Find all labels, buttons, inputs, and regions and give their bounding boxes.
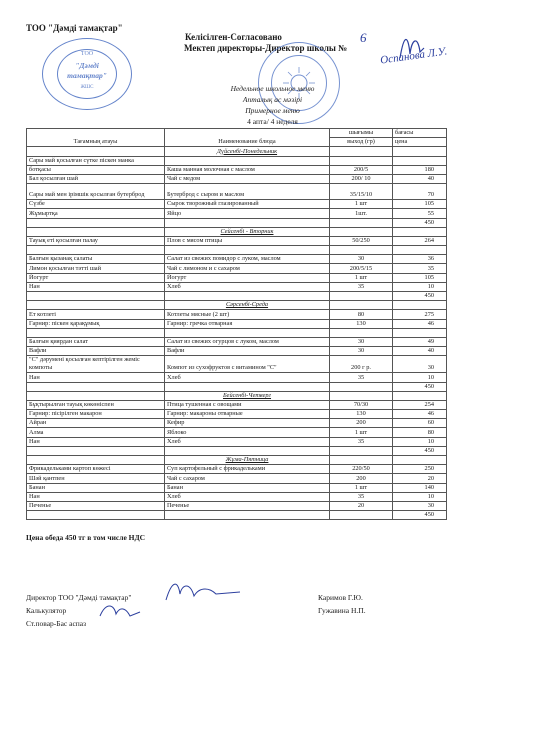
menu-table — [26, 128, 447, 520]
day-header-spacer — [330, 456, 393, 465]
dish-yield: 130 — [330, 410, 393, 419]
dish-name-ru: Хлеб — [165, 437, 330, 446]
dish-name-ru: Чай с лимоном и с сахаром — [165, 264, 330, 273]
dish-yield: 1шт. — [330, 209, 393, 218]
day-header-row — [27, 391, 447, 400]
day-label: Бейсенбі-Четверг — [165, 391, 330, 400]
day-label: Жұма-Пятница — [165, 456, 330, 465]
col-header-price-ru: цена — [393, 138, 447, 147]
dish-name-kz: Лимон қосылған тәтті шай — [27, 264, 165, 273]
day-header-spacer — [27, 301, 165, 310]
dish-price: 36 — [393, 255, 447, 264]
dish-price: 60 — [393, 419, 447, 428]
day-header-spacer — [330, 227, 393, 236]
dish-name-kz: Сары май мен ірімшік қосылған бутерброд — [27, 184, 165, 200]
dish-name-kz: Алма — [27, 428, 165, 437]
dish-name-kz: Ет котлеті — [27, 310, 165, 319]
director-signature-name: Оспанова Л.У. — [379, 45, 448, 67]
day-header-spacer — [393, 391, 447, 400]
dish-name-kz: Жұмыртқа — [27, 209, 165, 218]
dish-price: 10 — [393, 373, 447, 382]
dish-name-ru: Хлеб — [165, 373, 330, 382]
calculator-signature-icon — [96, 600, 146, 624]
stamp-text-line3: тамақтар" — [67, 71, 107, 80]
day-header-row — [27, 301, 447, 310]
calculator-name: Гужавина Н.П. — [318, 606, 366, 615]
dish-price: 55 — [393, 209, 447, 218]
dish-name-kz: Гарнир: пісірілген макарон — [27, 410, 165, 419]
dish-name-ru: Суп картофельный с фрикадельками — [165, 465, 330, 474]
dish-name-ru: Салат из свежих помидор с луком, маслом — [165, 255, 330, 264]
dish-yield: 80 — [330, 310, 393, 319]
school-director-label: Мектеп директоры-Директор школы № — [184, 43, 348, 53]
dish-name-kz: Балғын қызанақ салаты — [27, 255, 165, 264]
dish-price: 105 — [393, 200, 447, 209]
table-row — [27, 483, 447, 492]
day-label: Дүйсенбі-Понедельник — [165, 147, 330, 156]
table-row — [27, 236, 447, 245]
dish-yield: 30 — [330, 337, 393, 346]
dish-name-kz: Нан — [27, 373, 165, 382]
dish-name-kz — [27, 328, 165, 337]
dish-name-ru: Яйцо — [165, 209, 330, 218]
dish-name-kz: Айран — [27, 419, 165, 428]
dish-name-ru: Йогурт — [165, 273, 330, 282]
dish-price: 254 — [393, 400, 447, 409]
dish-yield — [330, 328, 393, 337]
dish-name-kz: Печенье — [27, 501, 165, 510]
dish-yield: 200 — [330, 474, 393, 483]
table-row — [27, 255, 447, 264]
dish-price: 450 — [393, 218, 447, 227]
dish-price — [393, 328, 447, 337]
dish-name-kz — [27, 292, 165, 301]
dish-name-ru: Сырок творожный глазированный — [165, 200, 330, 209]
dish-price: 80 — [393, 428, 447, 437]
table-row — [27, 292, 447, 301]
day-header-spacer — [393, 456, 447, 465]
calculator-label: Калькулятор — [26, 606, 67, 615]
dish-name-kz: Нан — [27, 282, 165, 291]
dish-price: 35 — [393, 264, 447, 273]
dish-name-kz: Сары май қосылған сүтке піскен манка — [27, 156, 165, 165]
dish-name-ru — [165, 511, 330, 520]
dish-name-ru: Салат из свежих огурцов с луком, маслом — [165, 337, 330, 346]
table-row — [27, 200, 447, 209]
table-row — [27, 511, 447, 520]
dish-price: 105 — [393, 273, 447, 282]
dish-name-ru: Компот из сухофруктов с витамином "С" — [165, 356, 330, 373]
dish-yield — [330, 218, 393, 227]
table-row — [27, 347, 447, 356]
dish-name-ru — [165, 218, 330, 227]
dish-name-ru: Гарнир: макароны отварные — [165, 410, 330, 419]
director-name: Каримов Г.Ю. — [318, 593, 363, 602]
dish-name-ru: Котлеты мясные (2 шт) — [165, 310, 330, 319]
day-header-spacer — [27, 147, 165, 156]
dish-name-kz: Тауық етi қосылған палау — [27, 236, 165, 245]
table-row — [27, 264, 447, 273]
dish-name-ru: Гарнир: гречка отварная — [165, 319, 330, 328]
table-row — [27, 184, 447, 200]
table-row — [27, 400, 447, 409]
dish-price: 20 — [393, 474, 447, 483]
table-row — [27, 156, 447, 165]
table-row — [27, 356, 447, 373]
col-header-yield-kz: шығымы — [330, 129, 393, 138]
dish-yield — [330, 246, 393, 255]
dish-yield: 35 — [330, 373, 393, 382]
day-header-spacer — [27, 227, 165, 236]
dish-price: 180 — [393, 165, 447, 174]
table-row — [27, 319, 447, 328]
dish-name-ru — [165, 328, 330, 337]
menu-subtitle: Примерное меню — [245, 106, 300, 115]
dish-yield: 1 шт — [330, 200, 393, 209]
dish-name-ru: Хлеб — [165, 492, 330, 501]
dish-price: 46 — [393, 319, 447, 328]
dish-yield — [330, 511, 393, 520]
dish-name-ru — [165, 292, 330, 301]
dish-yield — [330, 292, 393, 301]
table-row — [27, 218, 447, 227]
dish-price: 10 — [393, 437, 447, 446]
table-row — [27, 501, 447, 510]
stamp-text-line1: ТОО — [80, 51, 94, 57]
stamp-text-line2: "Дәмді — [75, 61, 99, 70]
day-header-spacer — [393, 301, 447, 310]
menu-title-kz: Апталық ас мәзірі — [242, 95, 303, 104]
dish-name-kz: Бал қосылған шай — [27, 174, 165, 183]
dish-name-ru: Птица тушенная с овощами — [165, 400, 330, 409]
day-header-row — [27, 456, 447, 465]
dish-name-ru: Плов с мясом птицы — [165, 236, 330, 245]
stamp-text-line4: ЖШС — [80, 85, 94, 90]
dish-price: 10 — [393, 492, 447, 501]
day-header-row — [27, 227, 447, 236]
dish-price: 40 — [393, 174, 447, 183]
table-row — [27, 419, 447, 428]
table-row — [27, 273, 447, 282]
table-row — [27, 446, 447, 455]
dish-name-ru — [165, 446, 330, 455]
dish-yield: 200 г р. — [330, 356, 393, 373]
dish-price: 30 — [393, 356, 447, 373]
dish-name-ru: Бутерброд с сыром и маслом — [165, 184, 330, 200]
dish-price: 70 — [393, 184, 447, 200]
dish-name-ru: Чай с медом — [165, 174, 330, 183]
table-row — [27, 373, 447, 382]
dish-name-ru: Банан — [165, 483, 330, 492]
table-row — [27, 165, 447, 174]
dish-price: 450 — [393, 292, 447, 301]
day-label: Сейсенбі - Вторник — [165, 227, 330, 236]
dish-yield: 220/50 — [330, 465, 393, 474]
dish-name-ru — [165, 382, 330, 391]
agreed-label: Келісілген-Согласовано — [185, 32, 282, 42]
day-header-spacer — [330, 147, 393, 156]
dish-name-kz: Банан — [27, 483, 165, 492]
dish-yield: 35/15/10 — [330, 184, 393, 200]
table-row — [27, 410, 447, 419]
dish-yield: 200/5 — [330, 165, 393, 174]
table-row — [27, 310, 447, 319]
dish-yield: 30 — [330, 255, 393, 264]
table-row — [27, 492, 447, 501]
dish-yield — [330, 382, 393, 391]
table-row — [27, 246, 447, 255]
dish-name-kz: Шәй қантпен — [27, 474, 165, 483]
dish-name-kz: Гарнир: піскен қарақұмық — [27, 319, 165, 328]
dish-yield — [330, 446, 393, 455]
table-header-row-1 — [27, 129, 447, 138]
dish-yield: 1 шт — [330, 428, 393, 437]
dish-price: 30 — [393, 501, 447, 510]
dish-name-kz: Сүзбе — [27, 200, 165, 209]
dish-name-kz: Нан — [27, 437, 165, 446]
table-row — [27, 328, 447, 337]
dish-price: 140 — [393, 483, 447, 492]
dish-name-kz — [27, 246, 165, 255]
dish-price: 450 — [393, 382, 447, 391]
dish-name-ru: Кефир — [165, 419, 330, 428]
table-row — [27, 465, 447, 474]
dish-name-ru — [165, 156, 330, 165]
school-number: 6 — [360, 30, 367, 45]
col-header-price-kz: бағасы — [393, 129, 447, 138]
dish-price: 450 — [393, 446, 447, 455]
dish-name-kz: Йогурт — [27, 273, 165, 282]
day-header-spacer — [330, 301, 393, 310]
dish-price: 40 — [393, 347, 447, 356]
table-row — [27, 428, 447, 437]
day-header-spacer — [27, 391, 165, 400]
table-row — [27, 474, 447, 483]
dish-name-ru: Вафли — [165, 347, 330, 356]
dish-yield: 70/30 — [330, 400, 393, 409]
menu-table-body — [27, 129, 447, 520]
dish-yield: 30 — [330, 347, 393, 356]
dish-name-ru: Печенье — [165, 501, 330, 510]
company-name: ТОО "Дәмді тамақтар" — [26, 23, 123, 33]
dish-price: 275 — [393, 310, 447, 319]
dish-name-ru: Хлеб — [165, 282, 330, 291]
dish-name-ru: Чай с сахаром — [165, 474, 330, 483]
table-row — [27, 337, 447, 346]
dish-price: 450 — [393, 511, 447, 520]
lunch-price-note: Цена обеда 450 тг в том числе НДС — [26, 533, 146, 542]
dish-name-ru: Каша манная молочная с маслом — [165, 165, 330, 174]
dish-name-kz: "С" дәрумені қосылған кептірілген жеміс компоты — [27, 356, 165, 373]
dish-yield: 50/250 — [330, 236, 393, 245]
dish-price: 46 — [393, 410, 447, 419]
dish-yield: 1 шт — [330, 273, 393, 282]
dish-name-kz — [27, 511, 165, 520]
dish-name-kz — [27, 382, 165, 391]
director-ttoo-signature-icon — [160, 578, 250, 606]
dish-price — [393, 156, 447, 165]
table-row — [27, 437, 447, 446]
dish-yield: 200 — [330, 419, 393, 428]
dish-price — [393, 246, 447, 255]
dish-yield: 35 — [330, 437, 393, 446]
dish-yield: 20 — [330, 501, 393, 510]
menu-week: 4 апта/ 4 неделя — [247, 117, 298, 126]
col-header-ru-name: Наименование блюда — [165, 129, 330, 147]
dish-name-kz: Фрикадельками картоп көжесі — [27, 465, 165, 474]
day-label: Сәрсенбі-Среда — [165, 301, 330, 310]
table-row — [27, 209, 447, 218]
day-header-row — [27, 147, 447, 156]
col-header-yield-ru: выход (гр) — [330, 138, 393, 147]
menu-title-ru: Недельное школьное меню — [230, 84, 315, 93]
dish-yield: 35 — [330, 282, 393, 291]
dish-name-kz: Нан — [27, 492, 165, 501]
dish-price: 10 — [393, 282, 447, 291]
col-header-kz-name: Тағамның атауы — [27, 129, 165, 147]
day-header-spacer — [330, 391, 393, 400]
dish-name-ru — [165, 246, 330, 255]
table-row — [27, 282, 447, 291]
dish-name-kz — [27, 218, 165, 227]
day-header-spacer — [27, 456, 165, 465]
dish-name-ru: Яблоко — [165, 428, 330, 437]
dish-yield: 200/ 10 — [330, 174, 393, 183]
day-header-spacer — [393, 227, 447, 236]
dish-price: 250 — [393, 465, 447, 474]
cook-label: Ст.повар-Бас аспаз — [26, 619, 87, 628]
dish-price: 264 — [393, 236, 447, 245]
dish-name-kz: Балғын қиярдан салат — [27, 337, 165, 346]
table-row — [27, 382, 447, 391]
dish-name-kz: Бұқтырылған тауық көкөніспен — [27, 400, 165, 409]
director-signature-icon — [360, 30, 470, 70]
dish-price: 49 — [393, 337, 447, 346]
dish-yield: 35 — [330, 492, 393, 501]
director-label: Директор ТОО "Дәмді тамақтар" — [26, 593, 132, 602]
dish-name-kz: Вафли — [27, 347, 165, 356]
day-header-spacer — [393, 147, 447, 156]
dish-yield: 1 шт — [330, 483, 393, 492]
dish-yield — [330, 156, 393, 165]
table-row — [27, 174, 447, 183]
dish-yield: 200/5/15 — [330, 264, 393, 273]
dish-name-kz: ботқасы — [27, 165, 165, 174]
dish-name-kz — [27, 446, 165, 455]
dish-yield: 130 — [330, 319, 393, 328]
